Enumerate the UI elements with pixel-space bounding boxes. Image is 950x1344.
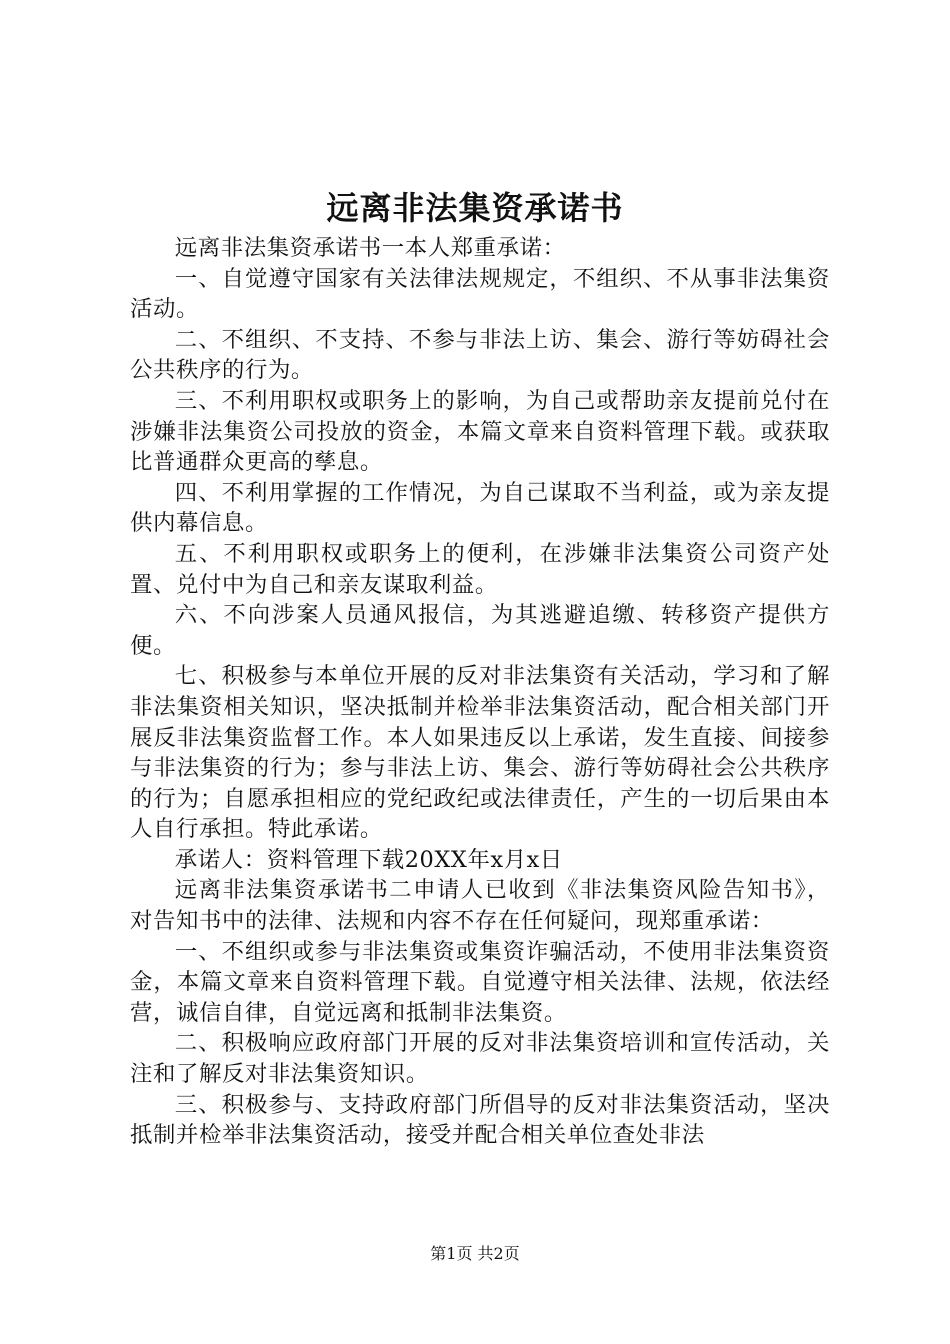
paragraph: 远离非法集资承诺书一本人郑重承诺： (174, 235, 566, 261)
paragraph: 三、不利用职权或职务上的影响，为自己或帮助亲友提前兑付在涉嫌非法集资公司投放的资金，本篇文章来自资料管理下载。或获取比普通群众更高的孳息。 (130, 387, 830, 476)
paragraph: 四、不利用掌握的工作情况，为自己谋取不当利益，或为亲友提供内幕信息。 (130, 479, 830, 537)
paragraph: 七、积极参与本单位开展的反对非法集资有关活动，学习和了解非法集资相关知识，坚决抵制并检举非法集资活动，配合相关部门开展反非法集资监督工作。本人如果违反以上承诺，发生直接、间接参与非法集资的行为；参与非法上访、集会、游行等妨碍社会公共秩序的行为；自愿承担相应的党纪政纪或法律责任，产生的一切后果由本人自行承担。特此承诺。 (130, 663, 830, 843)
paragraph: 五、不利用职权或职务上的便利，在涉嫌非法集资公司资产处置、兑付中为自己和亲友谋取利益。 (130, 540, 830, 598)
document-title: 远离非法集资承诺书 (326, 189, 624, 227)
paragraph: 二、不组织、不支持、不参与非法上访、集会、游行等妨碍社会公共秩序的行为。 (130, 326, 830, 384)
paragraph: 远离非法集资承诺书二申请人已收到《非法集资风险告知书》，对告知书中的法律、法规和内容不存在任何疑问，现郑重承诺： (130, 877, 830, 935)
paragraph: 二、积极响应政府部门开展的反对非法集资培训和宣传活动，关注和了解反对非法集资知识。 (130, 1030, 830, 1088)
paragraph: 一、不组织或参与非法集资或集资诈骗活动，不使用非法集资资金，本篇文章来自资料管理下载。自觉遵守相关法律、法规，依法经营，诚信自律，自觉远离和抵制非法集资。 (130, 938, 830, 1026)
page-footer: 第1页 共2页 (430, 1244, 520, 1263)
paragraph: 六、不向涉案人员通风报信，为其逃避追缴、转移资产提供方便。 (130, 602, 830, 659)
paragraph: 三、积极参与、支持政府部门所倡导的反对非法集资活动，坚决抵制并检举非法集资活动，接受并配合相关单位查处非法 (130, 1091, 830, 1149)
signature-line: 承诺人：资料管理下载20XX年x月x日 (174, 846, 563, 873)
paragraph: 一、自觉遵守国家有关法律法规规定，不组织、不从事非法集资活动。 (130, 265, 830, 323)
document-body (130, 233, 830, 1151)
